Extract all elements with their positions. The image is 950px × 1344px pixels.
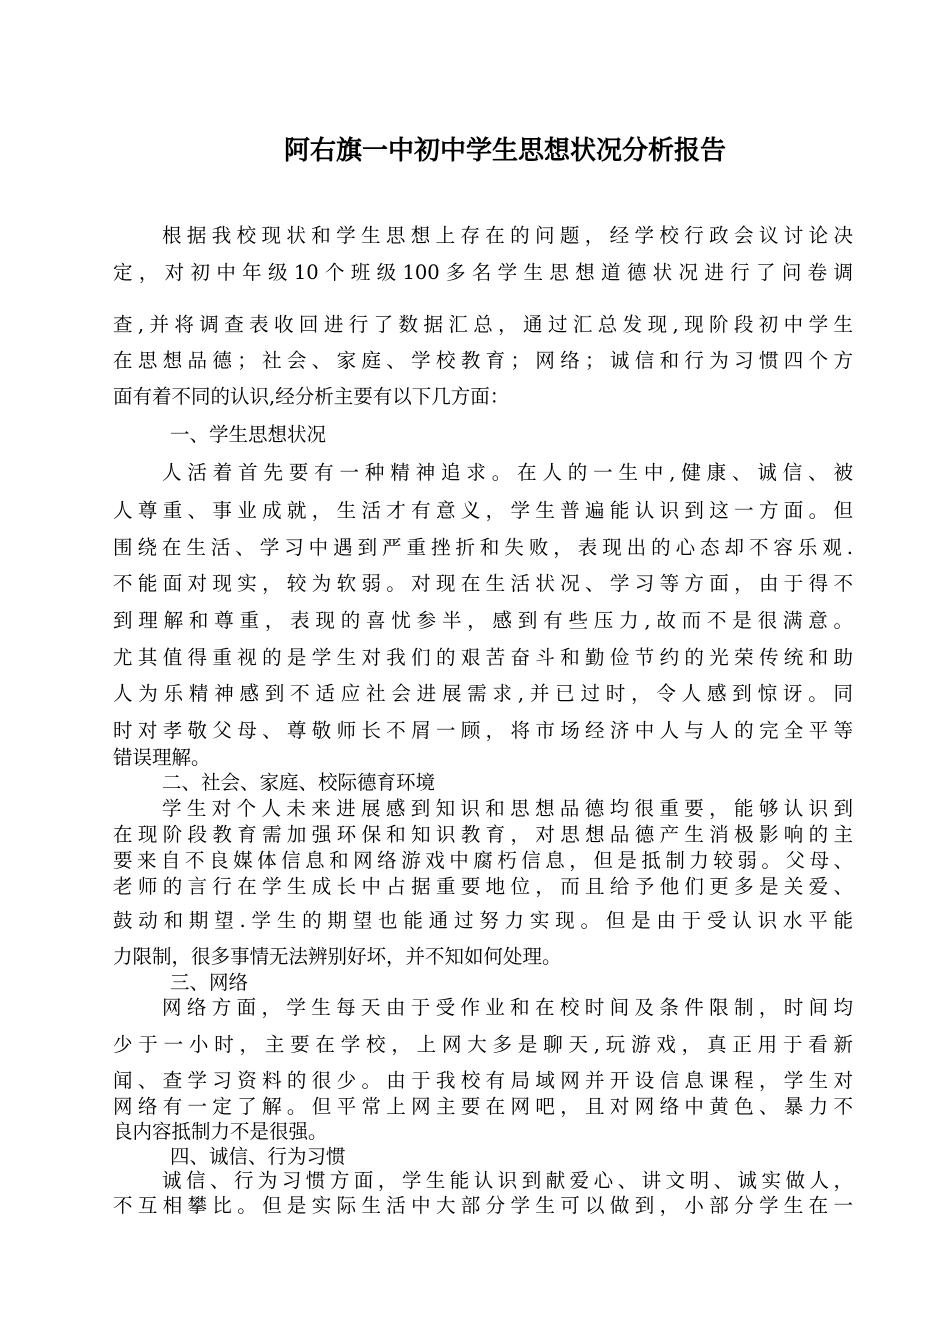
paragraph-line: 网络方面，学生每天由于受作业和在校时间及条件限制，时间均 [162, 996, 853, 1019]
intro-line: 面有着不同的认识,经分析主要有以下几方面： [113, 385, 510, 408]
paragraph-line: 闻、查学习资料的很少。由于我校有局域网并开设信息课程，学生对 [113, 1069, 853, 1092]
section-heading: 二、社会、家庭、校际德育环境 [162, 771, 436, 794]
paragraph-line: 围绕在生活、学习中遇到严重挫折和失败，表现出的心态却不容乐观. [113, 536, 853, 559]
section-heading: 三、网络 [170, 971, 249, 994]
paragraph-line: 人为乐精神感到不适应社会进展需求,并已过时，令人感到惊讶。同 [113, 682, 853, 705]
paragraph-line: 少于一小时，主要在学校，上网大多是聊天,玩游戏，真正用于看新 [113, 1033, 853, 1056]
intro-line: 定，对初中年级10个班级100多名学生思想道德状况进行了问卷调 [113, 261, 853, 284]
intro-line: 根据我校现状和学生思想上存在的问题，经学校行政会议讨论决 [162, 224, 853, 247]
paragraph-line: 人尊重、事业成就，生活才有意义，学生普遍能认识到这一方面。但 [113, 499, 853, 522]
section-heading: 一、学生思想状况 [170, 423, 327, 446]
paragraph-line: 人活着首先要有一种精神追求。在人的一生中,健康、诚信、被 [162, 461, 853, 484]
paragraph-line: 学生对个人未来进展感到知识和思想品德均很重要，能够认识到 [162, 797, 853, 820]
section-heading: 四、诚信、行为习惯 [170, 1145, 346, 1168]
paragraph-line: 力限制，很多事情无法辨别好坏，并不知如何处理。 [113, 945, 562, 968]
paragraph-line: 尤其值得重视的是学生对我们的艰苦奋斗和勤俭节约的光荣传统和助 [113, 646, 853, 669]
paragraph-line: 诚信、行为习惯方面，学生能认识到献爱心、讲文明、诚实做人， [162, 1169, 853, 1192]
paragraph-line: 网络有一定了解。但平常上网主要在网吧，且对网络中黄色、暴力不 [113, 1095, 853, 1118]
paragraph-line: 不互相攀比。但是实际生活中大部分学生可以做到，小部分学生在一 [113, 1194, 853, 1217]
paragraph-line: 老师的言行在学生成长中占据重要地位，而且给予他们更多是关爱、 [113, 875, 853, 898]
paragraph-line: 到理解和尊重，表现的喜忧参半，感到有些压力,故而不是很满意。 [113, 609, 853, 632]
paragraph-line: 鼓动和期望.学生的期望也能通过努力实现。但是由于受认识水平能 [113, 909, 853, 932]
paragraph-line: 错误理解。 [113, 746, 211, 769]
intro-line: 查,并将调查表收回进行了数据汇总，通过汇总发现,现阶段初中学生 [113, 313, 853, 336]
document-title: 阿右旗一中初中学生思想状况分析报告 [283, 136, 726, 166]
paragraph-line: 良内容抵制力不是很强。 [113, 1120, 328, 1143]
paragraph-line: 不能面对现实，较为软弱。对现在生活状况、学习等方面，由于得不 [113, 572, 853, 595]
paragraph-line: 要来自不良媒体信息和网络游戏中腐朽信息，但是抵制力较弱。父母、 [113, 849, 853, 872]
paragraph-line: 时对孝敬父母、尊敬师长不屑一顾，将市场经济中人与人的完全平等 [113, 719, 853, 742]
intro-line: 在思想品德；社会、家庭、学校教育；网络；诚信和行为习惯四个方 [113, 349, 853, 372]
paragraph-line: 在现阶段教育需加强环保和知识教育，对思想品德产生消极影响的主 [113, 823, 853, 846]
